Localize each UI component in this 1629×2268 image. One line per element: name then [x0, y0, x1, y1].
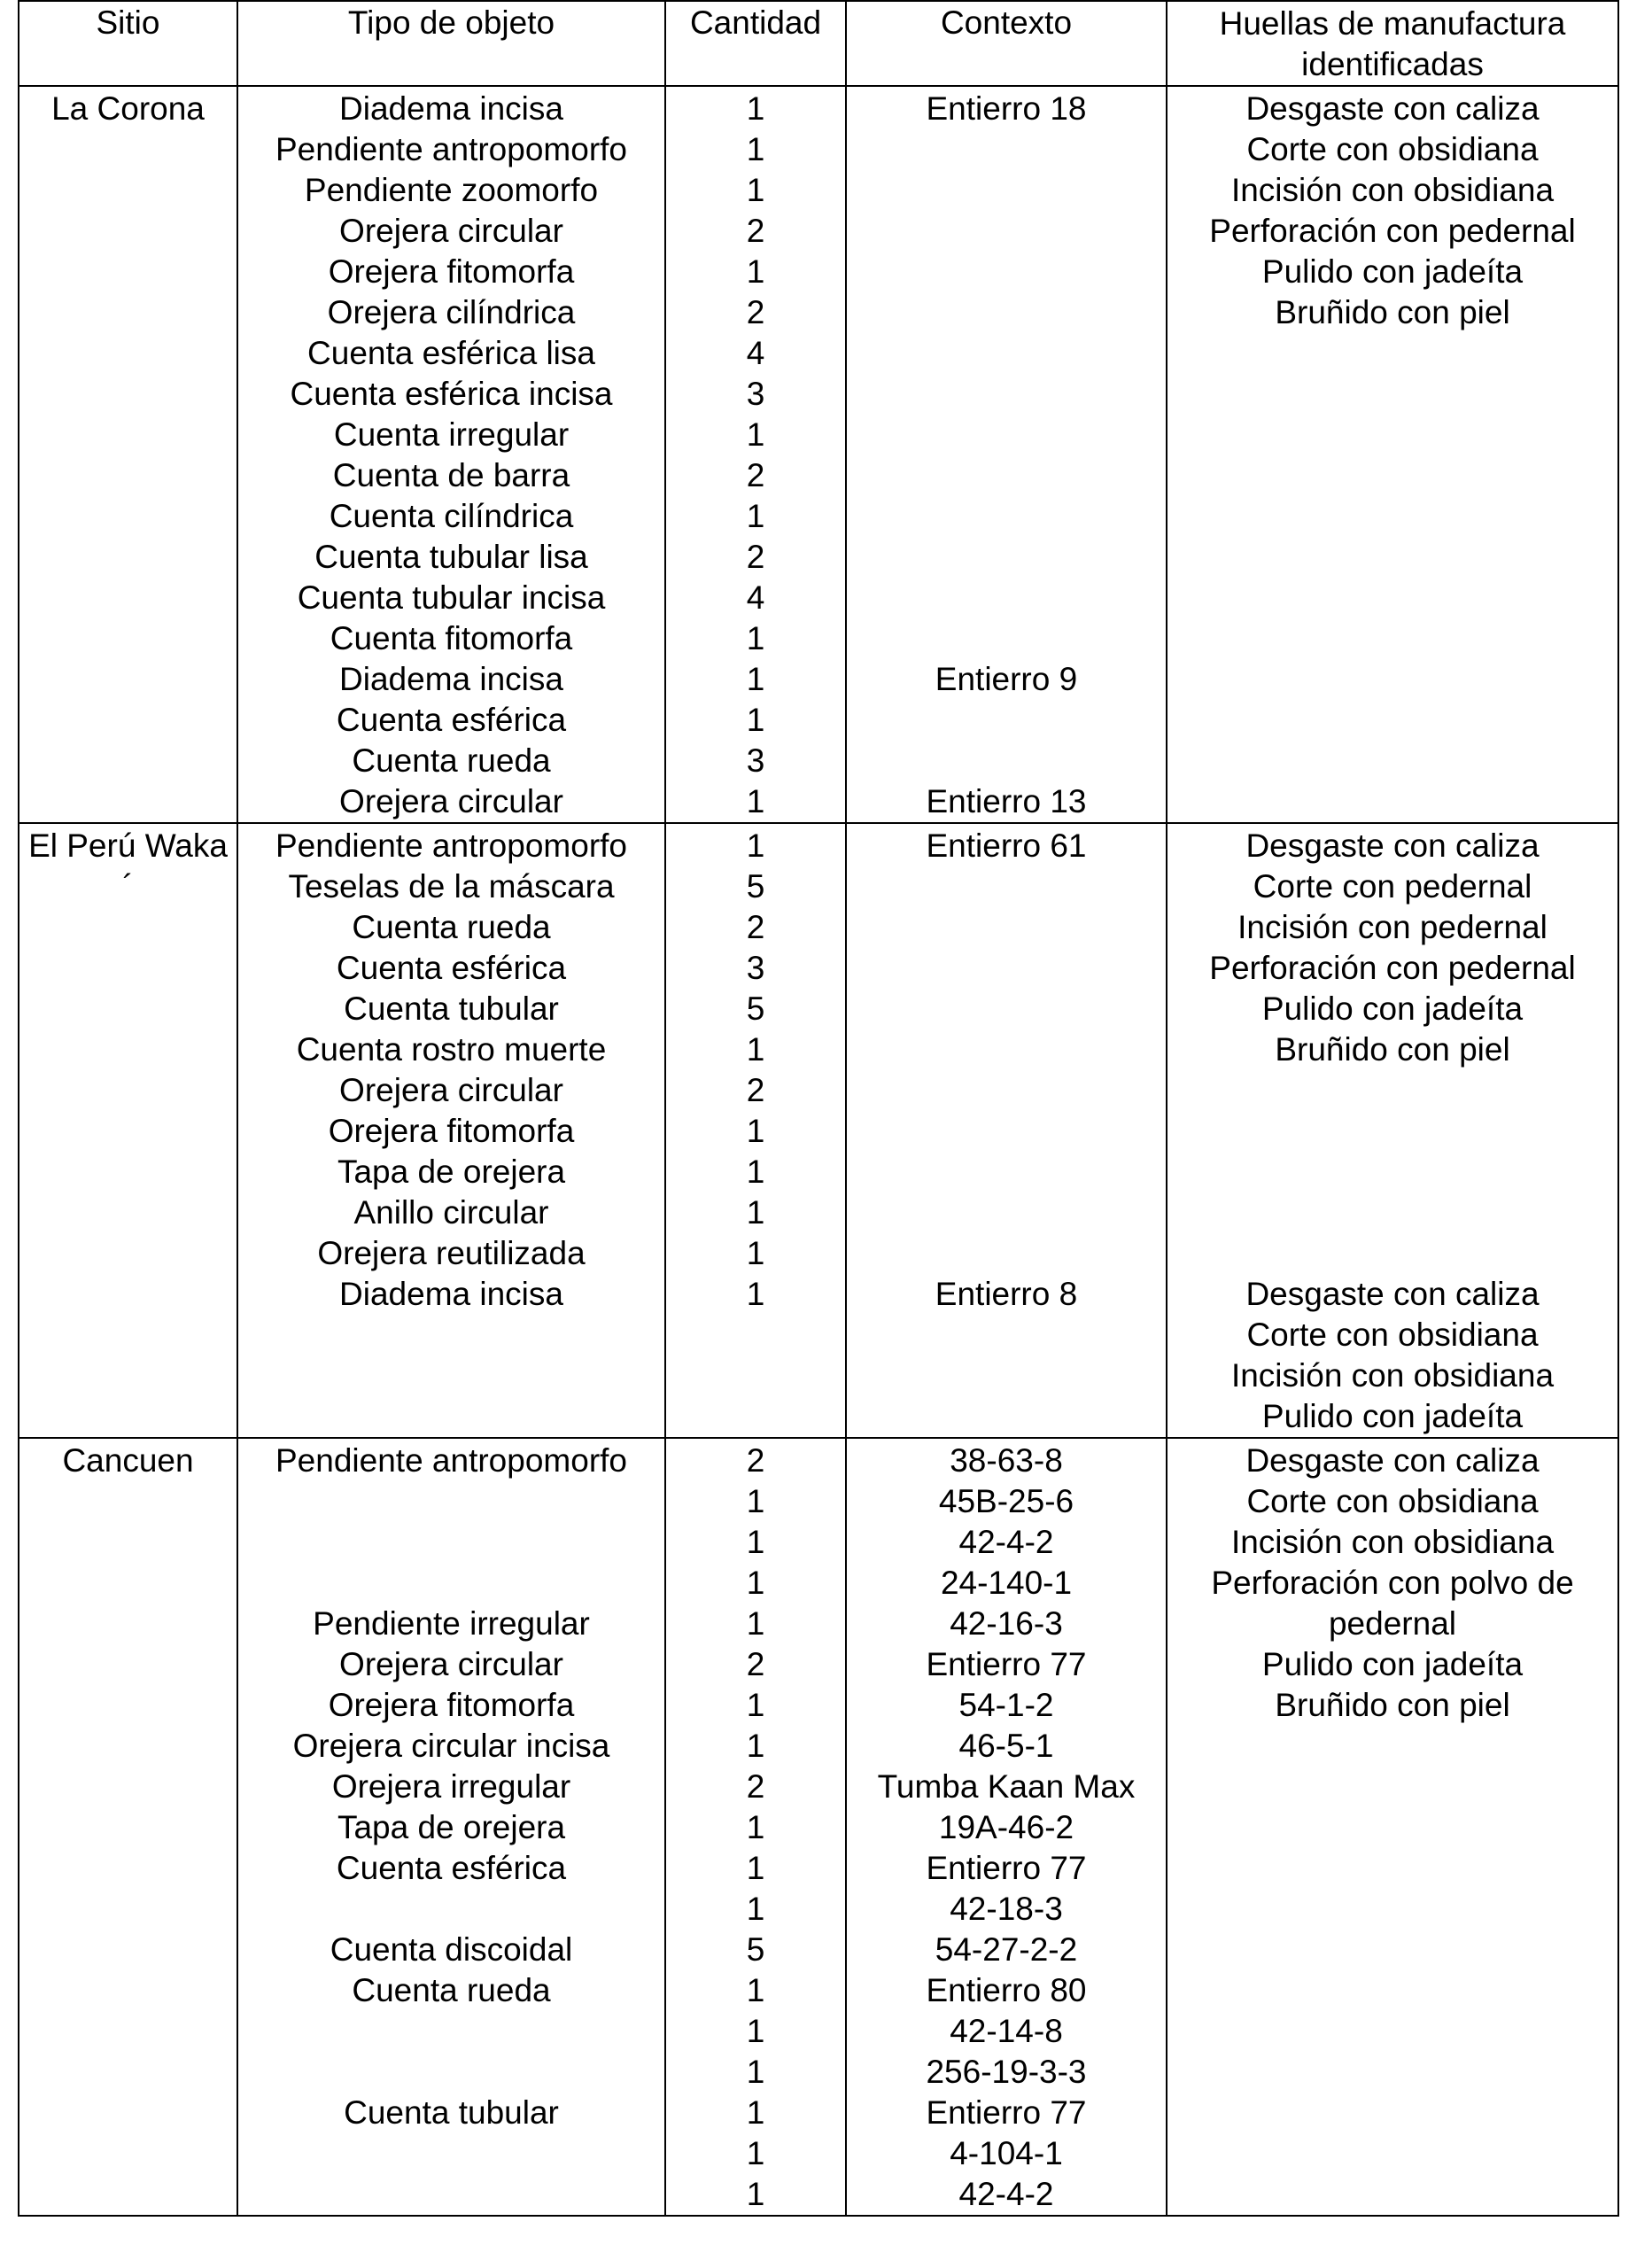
tipo-line: Cuenta esférica	[336, 702, 567, 738]
tipo-line	[242, 1396, 661, 1437]
tipo-line: Tapa de orejera	[337, 1153, 566, 1190]
contexto-line	[850, 1070, 1162, 1111]
tipo-line: Tapa de orejera	[337, 1809, 566, 1845]
huellas-line: Bruñido con piel	[1275, 294, 1510, 330]
header-huellas-text: Huellas de manufactura identificadas	[1219, 5, 1566, 82]
huellas-line	[1171, 333, 1614, 374]
header-tipo-de-objeto: Tipo de objeto	[237, 1, 665, 86]
cantidad-line: 1	[746, 2013, 765, 2049]
tipo-line: Orejera reutilizada	[317, 1235, 586, 1271]
huellas-line	[1171, 578, 1614, 618]
contexto-line	[850, 1315, 1162, 1355]
huellas-line	[1171, 1233, 1614, 1274]
contexto-line	[850, 741, 1162, 781]
site-name: Cancuen	[62, 1442, 194, 1479]
tipo-line: Anillo circular	[353, 1194, 549, 1231]
contexto-line	[850, 496, 1162, 537]
tipo-line: Orejera fitomorfa	[328, 253, 575, 290]
contexto-line	[850, 1152, 1162, 1192]
cantidad-line: 1	[746, 1194, 765, 1231]
contexto-line: 54-27-2-2	[935, 1931, 1078, 1968]
contexto-line: 42-16-3	[950, 1605, 1063, 1642]
cantidad-line: 1	[746, 2176, 765, 2212]
contexto-line	[850, 700, 1162, 741]
contexto-line: Entierro 61	[926, 827, 1087, 864]
tipo-line: Cuenta irregular	[333, 416, 570, 453]
contexto-line: 46-5-1	[958, 1728, 1054, 1764]
site-cell	[19, 86, 237, 823]
contexto-line: 45B-25-6	[938, 1483, 1074, 1519]
cantidad-cell	[665, 1438, 846, 2216]
tipo-cell	[237, 86, 665, 823]
cantidad-line: 5	[746, 1931, 765, 1968]
site-name: El Perú Waka´	[28, 827, 228, 905]
contexto-line	[850, 1233, 1162, 1274]
cantidad-line: 2	[746, 1646, 765, 1682]
tipo-line	[242, 1481, 661, 1522]
tipo-line: Pendiente irregular	[313, 1605, 590, 1642]
manufacture-traces-table	[18, 0, 1617, 2217]
tipo-line	[242, 1522, 661, 1563]
tipo-line: Pendiente antropomorfo	[275, 131, 627, 167]
cantidad-line	[670, 1315, 842, 1355]
tipo-line: Pendiente antropomorfo	[275, 1442, 627, 1479]
tipo-line: Orejera fitomorfa	[328, 1687, 575, 1723]
tipo-line: Teselas de la máscara	[288, 868, 615, 905]
tipo-line: Cuenta rueda	[352, 1972, 551, 2008]
huellas-line	[1171, 1930, 1614, 1970]
cantidad-line: 1	[746, 1728, 765, 1764]
contexto-line	[850, 333, 1162, 374]
cantidad-line	[670, 1355, 842, 1396]
data-table	[18, 0, 1619, 2217]
cantidad-line: 2	[746, 294, 765, 330]
contexto-line: Tumba Kaan Max	[877, 1768, 1136, 1805]
cantidad-line: 2	[746, 909, 765, 945]
cantidad-line: 5	[746, 868, 765, 905]
contexto-line	[850, 129, 1162, 170]
huellas-line	[1171, 415, 1614, 455]
cantidad-line: 2	[746, 457, 765, 493]
tipo-line: Orejera circular	[339, 783, 563, 819]
tipo-line	[242, 1315, 661, 1355]
huellas-line: Perforación con pedernal	[1209, 950, 1576, 986]
contexto-line: 38-63-8	[950, 1442, 1063, 1479]
cantidad-line: 2	[746, 1442, 765, 1479]
cantidad-line: 2	[746, 213, 765, 249]
contexto-line	[850, 866, 1162, 907]
tipo-line	[242, 2011, 661, 2052]
cantidad-line: 3	[746, 376, 765, 412]
cantidad-line: 1	[746, 1891, 765, 1927]
contexto-line: Entierro 77	[926, 2094, 1087, 2131]
header-row	[19, 1, 1618, 86]
contexto-line: Entierro 9	[935, 661, 1078, 697]
tipo-line	[242, 2174, 661, 2215]
cantidad-line: 1	[746, 1687, 765, 1723]
huellas-line	[1171, 2052, 1614, 2093]
cantidad-line: 2	[746, 539, 765, 575]
table-body	[19, 86, 1618, 2216]
contexto-cell	[846, 823, 1167, 1438]
tipo-line	[242, 1563, 661, 1604]
cantidad-line: 1	[746, 1276, 765, 1312]
contexto-cell	[846, 86, 1167, 823]
contexto-line: 42-18-3	[950, 1891, 1063, 1927]
huellas-line	[1171, 1807, 1614, 1848]
huellas-line: Pulido con jadeíta	[1261, 253, 1524, 290]
huellas-line	[1171, 781, 1614, 822]
tipo-line: Diadema incisa	[339, 90, 563, 127]
cantidad-line	[670, 1396, 842, 1437]
huellas-line: Desgaste con caliza	[1245, 1442, 1540, 1479]
huellas-line	[1171, 1192, 1614, 1233]
header-cantidad: Cantidad	[665, 1, 846, 86]
huellas-line	[1171, 2093, 1614, 2133]
contexto-line: 24-140-1	[940, 1565, 1073, 1601]
tipo-line: Cuenta esférica incisa	[290, 376, 613, 412]
cantidad-line: 1	[746, 1153, 765, 1190]
tipo-line: Cuenta esférica	[336, 950, 567, 986]
contexto-line	[850, 948, 1162, 989]
huellas-line: Corte con obsidiana	[1246, 1483, 1539, 1519]
cantidad-line: 1	[746, 172, 765, 208]
cantidad-line: 3	[746, 950, 765, 986]
site-section-row	[19, 823, 1618, 1438]
cantidad-line: 1	[746, 2094, 765, 2131]
contexto-line: Entierro 8	[935, 1276, 1078, 1312]
huellas-line: Perforación con polvo de	[1211, 1565, 1574, 1601]
tipo-line	[242, 1889, 661, 1930]
huellas-line	[1171, 374, 1614, 415]
tipo-line: Orejera cilíndrica	[327, 294, 576, 330]
contexto-line: 4-104-1	[950, 2135, 1063, 2171]
contexto-line	[850, 618, 1162, 659]
tipo-line: Orejera circular	[339, 1072, 563, 1108]
site-cell	[19, 823, 237, 1438]
cantidad-line: 1	[746, 1972, 765, 2008]
huellas-line: Corte con pedernal	[1253, 868, 1532, 905]
tipo-line: Orejera circular incisa	[292, 1728, 610, 1764]
huellas-line	[1171, 1970, 1614, 2011]
cantidad-line: 1	[746, 1565, 765, 1601]
contexto-line: Entierro 77	[926, 1646, 1087, 1682]
huellas-line: Corte con obsidiana	[1246, 1317, 1539, 1353]
tipo-line: Diadema incisa	[339, 1276, 563, 1312]
cantidad-line: 1	[746, 1483, 765, 1519]
site-section-row	[19, 86, 1618, 823]
huellas-line: Pulido con jadeíta	[1261, 990, 1524, 1027]
tipo-line: Cuenta tubular incisa	[297, 579, 606, 616]
contexto-line: 54-1-2	[958, 1687, 1054, 1723]
huellas-line	[1171, 1848, 1614, 1889]
tipo-line: Orejera irregular	[331, 1768, 571, 1805]
contexto-line	[850, 455, 1162, 496]
cantidad-line: 5	[746, 990, 765, 1027]
huellas-line	[1171, 1726, 1614, 1767]
contexto-line	[850, 537, 1162, 578]
huellas-cell	[1167, 86, 1618, 823]
contexto-line: Entierro 18	[926, 90, 1087, 127]
huellas-line: Corte con obsidiana	[1246, 131, 1539, 167]
cantidad-cell	[665, 86, 846, 823]
tipo-line: Cuenta esférica	[336, 1850, 567, 1886]
site-section-row	[19, 1438, 1618, 2216]
cantidad-line: 1	[746, 827, 765, 864]
tipo-line: Cuenta cilíndrica	[329, 498, 574, 534]
contexto-line: 19A-46-2	[938, 1809, 1074, 1845]
tipo-line: Cuenta tubular	[344, 2094, 559, 2131]
cantidad-line: 3	[746, 742, 765, 779]
huellas-line	[1171, 2174, 1614, 2215]
cantidad-line: 1	[746, 90, 765, 127]
huellas-line: Pulido con jadeíta	[1261, 1646, 1524, 1682]
huellas-line: Desgaste con caliza	[1245, 90, 1540, 127]
contexto-line	[850, 907, 1162, 948]
huellas-line	[1171, 2133, 1614, 2174]
huellas-line: Desgaste con caliza	[1245, 1276, 1540, 1312]
huellas-cell	[1167, 1438, 1618, 2216]
huellas-line	[1171, 2011, 1614, 2052]
contexto-line	[850, 1396, 1162, 1437]
huellas-line: Incisión con obsidiana	[1230, 1357, 1555, 1394]
tipo-line: Cuenta rueda	[352, 742, 551, 779]
huellas-line: Pulido con jadeíta	[1261, 1398, 1524, 1434]
cantidad-line: 2	[746, 1768, 765, 1805]
cantidad-line: 1	[746, 661, 765, 697]
huellas-line: Bruñido con piel	[1275, 1031, 1510, 1068]
contexto-line: 256-19-3-3	[926, 2054, 1087, 2090]
header-huellas	[1167, 1, 1618, 86]
tipo-line	[242, 2052, 661, 2093]
contexto-line: Entierro 80	[926, 1972, 1087, 2008]
tipo-line	[242, 1355, 661, 1396]
huellas-line	[1171, 659, 1614, 700]
huellas-line: Perforación con pedernal	[1209, 213, 1576, 249]
tipo-line: Cuenta tubular lisa	[314, 539, 588, 575]
tipo-line: Cuenta tubular	[344, 990, 559, 1027]
contexto-line	[850, 252, 1162, 292]
contexto-line	[850, 374, 1162, 415]
cantidad-line: 1	[746, 416, 765, 453]
cantidad-line: 1	[746, 1235, 765, 1271]
huellas-line	[1171, 1111, 1614, 1152]
contexto-line: Entierro 13	[926, 783, 1087, 819]
tipo-cell	[237, 823, 665, 1438]
cantidad-line: 1	[746, 2135, 765, 2171]
tipo-line: Pendiente antropomorfo	[275, 827, 627, 864]
contexto-line: 42-4-2	[958, 1524, 1054, 1560]
tipo-line	[242, 2133, 661, 2174]
huellas-line	[1171, 1889, 1614, 1930]
cantidad-line: 1	[746, 702, 765, 738]
huellas-line	[1171, 618, 1614, 659]
contexto-line	[850, 578, 1162, 618]
tipo-line: Pendiente zoomorfo	[304, 172, 599, 208]
header-sitio: Sitio	[19, 1, 237, 86]
huellas-line	[1171, 537, 1614, 578]
cantidad-cell	[665, 823, 846, 1438]
cantidad-line: 1	[746, 1809, 765, 1845]
huellas-line	[1171, 700, 1614, 741]
contexto-line	[850, 1355, 1162, 1396]
huellas-line	[1171, 496, 1614, 537]
huellas-line: Incisión con obsidiana	[1230, 172, 1555, 208]
contexto-line: Entierro 77	[926, 1850, 1087, 1886]
huellas-line	[1171, 741, 1614, 781]
cantidad-line: 4	[746, 335, 765, 371]
contexto-line: 42-14-8	[950, 2013, 1063, 2049]
header-contexto: Contexto	[846, 1, 1167, 86]
cantidad-line: 1	[746, 498, 765, 534]
contexto-line	[850, 1029, 1162, 1070]
tipo-line: Cuenta rueda	[352, 909, 551, 945]
huellas-line	[1171, 1767, 1614, 1807]
huellas-line	[1171, 1152, 1614, 1192]
contexto-line	[850, 415, 1162, 455]
contexto-line	[850, 211, 1162, 252]
tipo-line: Orejera circular	[339, 1646, 563, 1682]
contexto-cell	[846, 1438, 1167, 2216]
cantidad-line: 1	[746, 2054, 765, 2090]
huellas-cell	[1167, 823, 1618, 1438]
cantidad-line: 1	[746, 1524, 765, 1560]
cantidad-line: 1	[746, 1113, 765, 1149]
cantidad-line: 1	[746, 1605, 765, 1642]
huellas-line: Desgaste con caliza	[1245, 827, 1540, 864]
tipo-line: Cuenta esférica lisa	[307, 335, 595, 371]
cantidad-line: 2	[746, 1072, 765, 1108]
tipo-line: Cuenta fitomorfa	[330, 620, 573, 656]
contexto-line	[850, 1192, 1162, 1233]
site-cell	[19, 1438, 237, 2216]
contexto-line	[850, 989, 1162, 1029]
tipo-line: Orejera circular	[339, 213, 563, 249]
cantidad-line: 1	[746, 131, 765, 167]
cantidad-line: 1	[746, 1850, 765, 1886]
tipo-cell	[237, 1438, 665, 2216]
cantidad-line: 1	[746, 620, 765, 656]
site-name: La Corona	[51, 90, 205, 127]
cantidad-line: 1	[746, 253, 765, 290]
huellas-line: Bruñido con piel	[1275, 1687, 1510, 1723]
huellas-line: pedernal	[1328, 1605, 1456, 1642]
tipo-line: Cuenta rostro muerte	[296, 1031, 607, 1068]
cantidad-line: 1	[746, 783, 765, 819]
cantidad-line: 1	[746, 1031, 765, 1068]
tipo-line: Cuenta discoidal	[330, 1931, 573, 1968]
contexto-line	[850, 1111, 1162, 1152]
huellas-line: Incisión con pedernal	[1237, 909, 1548, 945]
tipo-line: Cuenta de barra	[332, 457, 570, 493]
huellas-line	[1171, 1070, 1614, 1111]
tipo-line: Orejera fitomorfa	[328, 1113, 575, 1149]
huellas-line	[1171, 455, 1614, 496]
huellas-line: Incisión con obsidiana	[1230, 1524, 1555, 1560]
contexto-line	[850, 292, 1162, 333]
contexto-line: 42-4-2	[958, 2176, 1054, 2212]
contexto-line	[850, 170, 1162, 211]
cantidad-line: 4	[746, 579, 765, 616]
tipo-line: Diadema incisa	[339, 661, 563, 697]
